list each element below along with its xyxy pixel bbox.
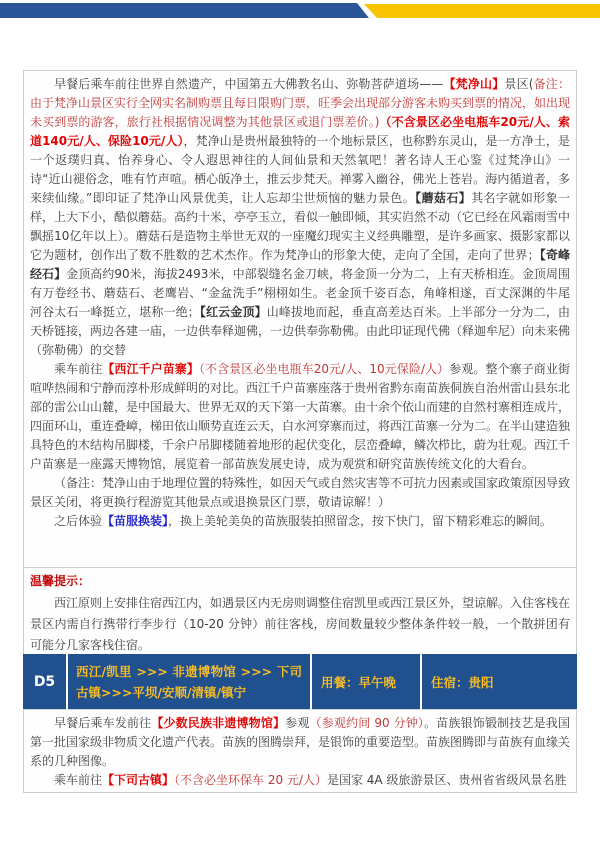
text-segment: 【梵净山】 xyxy=(443,77,505,91)
text-segment: ，换上美轮美奂的苗族服装拍照留念，按下快门，留下精彩难忘的瞬间。 xyxy=(168,514,553,528)
text-segment: 金顶高约90米，海拔2493米，中部裂缝名金刀峡，将金顶一分为二，上有天桥相连。金顶周围有万卷经书、蘑菇石、老鹰岩、“金盆洗手”栩栩如生。老金顶千姿百态，角峰相遂，百丈深渊的牛尾河谷太石一峰挺立，堪称一绝； xyxy=(30,267,571,319)
day-number-cell xyxy=(23,654,66,710)
text-segment: 乘车前往 xyxy=(54,362,103,376)
meals-cell xyxy=(310,654,420,710)
text-segment: （不含必坐环保车 20 元/人） xyxy=(174,773,327,787)
text-segment: （参观约间 90 分钟） xyxy=(309,716,425,730)
tips-body: 西江原则上安排住宿西江内，如遇景区内无房则调整住宿凯里或西江景区外，望谅解。入住客栈在景区内需自行携带行李步行（10-20 分钟）前往客栈，房间数量较少整体条件较一般，一个散拼团有可能分几家客栈住宿。 xyxy=(30,596,571,652)
text-segment: 【蘑菇石】 xyxy=(415,191,472,205)
text-segment: 是国家 4A 级旅游景区、贵州省省级风景名胜 xyxy=(326,773,567,787)
top-decorative-band xyxy=(0,3,600,18)
text-segment: 乘车前往 xyxy=(54,773,103,787)
day5-header-row xyxy=(23,654,577,710)
itinerary-table xyxy=(23,70,577,793)
tips-label: 温馨提示： xyxy=(30,574,91,588)
fanjingshan-paragraph xyxy=(30,75,570,360)
text-segment: 【下司古镇】 xyxy=(102,773,175,787)
text-segment: 之后体验 xyxy=(54,514,103,528)
text-segment: （备注：梵净山由于地理位置的特殊性，如因天气或自然灾害等不可抗力因素或国家政策原因导致景区关闭，将更换行程游览其他景点或退换景区门票，敬请谅解！） xyxy=(30,476,571,509)
text-segment: 【红云金顶】 xyxy=(199,305,267,319)
stay-cell xyxy=(420,654,577,710)
text-segment: 早餐后乘车前往世界自然遗产，中国第五大佛教名山、弥勒菩萨道场—— xyxy=(54,77,444,91)
text-segment: （不含景区必坐电瓶车20元/人、索道140元/人、保险10元/人） xyxy=(30,115,570,148)
text-segment: 【奇峰经石】 xyxy=(30,248,570,281)
text-segment: 【西江千户苗寨】 xyxy=(102,362,199,376)
meals-text: 用餐：早午晚 xyxy=(321,675,397,690)
day5-description-cell xyxy=(23,709,577,793)
text-segment: 【少数民族非遗博物馆】 xyxy=(151,716,286,730)
text-segment: 备注：由于梵净山景区实行全网实名制购票且每日限购门票，旺季会出现部分游客未购买到票的情况，如出现未买到票的游客，旅行社根据情况调整为其他景区或退门票差价。) xyxy=(30,77,571,129)
costume-paragraph xyxy=(30,512,570,531)
text-segment: ，梵净山是贵州最独特的一个地标景区，也称黔东灵山，是一方净土，是一个返璞归真、怡养身心、令人遐思神往的人间仙景和天然氧吧！著名诗人王心鉴《过梵净山》一诗“近山褪俗念，唯有竹声喧。栖心皈净土，推云步梵天。禅雾入幽谷，佛光上苍岩。海内循道者，多来续仙缘。”即印证了梵净山风景优美，让人忘却尘世烦恼的魅力景色。 xyxy=(30,134,570,205)
notice-paragraph xyxy=(30,474,570,512)
text-segment: 山峰拔地而起，垂直高差达百米。上半部分一分为二，由天桥链接，两边各建一庙，一边供奉释迦佛，一边供奉弥勒佛。由此印证现代佛（释迦牟尼）向未来佛（弥勒佛）的交替 xyxy=(30,305,571,357)
xiasi-paragraph xyxy=(30,771,570,790)
text-segment: 。苗族银饰锻制技艺是我国第一批国家级非物质文化遗产代表。苗族的图腾崇拜，是银饰的重要造型。苗族图腾即与苗族有血缘关系的几种图像。 xyxy=(30,716,571,768)
text-segment: 其名字就如形象一样，上大下小，酷似蘑菇。高约十米，亭亭玉立，看似一触即倾，其实岿然不动（它已经在风霜雨雪中飘摇10亿年以上）。蘑菇石是造物主举世无双的一座魔幻现实主义经典雕塑，是许多画家、摄影家都以它为题材，创作出了数不胜数的艺术杰作。作为梵净山的形象大使，走向了全国，走向了世界； xyxy=(30,191,571,262)
text-segment: 参观。整个寨子商业街喧哗热闹和宁静而淳朴形成鲜明的对比。西江千户苗寨座落于贵州省黔东南苗族侗族自治州雷山县东北部的雷公山山麓，是中国最大、世界无双的天下第一大苗寨。由十余个依山而建的自然村寨相连成片，四面环山，重连叠嶂，梯田依山顺势直连云天，白水河穿寨而过，将西江苗寨一分为二。在半山建造独具特色的木结构吊脚楼，千余户吊脚楼随着地形的起伏变化，层峦叠嶂，鳞次栉比，蔚为壮观。西江千户苗寨是一座露天博物馆，展览着一部苗族发展史诗，成为观赏和研究苗族传统文化的大看台。 xyxy=(30,362,571,471)
text-segment: 【苗服换装】 xyxy=(102,514,169,528)
museum-paragraph xyxy=(30,714,570,771)
text-segment: 参观 xyxy=(285,716,310,730)
stay-text: 住宿：贵阳 xyxy=(431,675,494,690)
xijiang-paragraph xyxy=(30,360,570,474)
route-cell xyxy=(66,654,310,710)
text-segment: 早餐后乘车发前往 xyxy=(54,716,152,730)
tips-cell xyxy=(23,567,577,655)
text-segment: （不含景区必坐电瓶车20元/人、10元保险/人） xyxy=(198,362,450,376)
day-number: D5 xyxy=(33,674,56,690)
text-segment: 景区( xyxy=(504,77,534,91)
route-text: 西江/凯里 >>> 非遗博物馆 >>> 下司古镇>>>平坝/安顺/清镇/镇宁 xyxy=(76,664,302,700)
day4-description-cell xyxy=(23,70,577,568)
